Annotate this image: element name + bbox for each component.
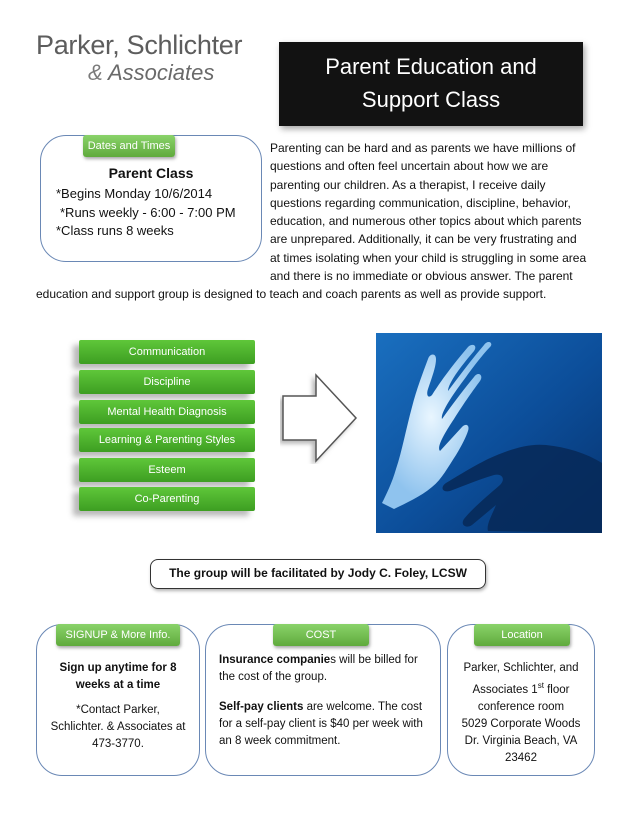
logo-ampersand: &: [88, 60, 103, 85]
topic-esteem: Esteem: [79, 458, 255, 482]
location-line-2-pre: Associates 1: [472, 683, 538, 696]
logo-name: Parker, Schlichter: [36, 30, 243, 60]
cost-insurance-bold: Insurance companie: [219, 654, 331, 666]
location-city: Dr. Virginia Beach, VA: [464, 735, 578, 747]
topic-discipline: Discipline: [79, 370, 255, 394]
location-zip: 23462: [505, 752, 537, 764]
intro-line: questions and often feel uncertain about how we are: [270, 159, 549, 174]
title-line-2: Support Class: [361, 87, 501, 112]
cost-insurance: [219, 652, 433, 686]
logo-associates: Associates: [102, 60, 215, 85]
location-room: [450, 660, 592, 716]
dates-line-duration: *Class runs 8 weeks: [56, 223, 174, 238]
intro-paragraph: [270, 139, 600, 285]
intro-paragraph-end: education and support group is designed to teach and coach parents as well as provide support.: [36, 287, 547, 301]
cost-self-pay-line-3: an 8 week commitment.: [219, 735, 341, 747]
dates-line-begins: *Begins Monday 10/6/2014: [56, 186, 213, 201]
signup-contact-line-2: Schlichter. & Associates at: [50, 721, 186, 733]
dates-heading: Parent Class: [108, 165, 194, 181]
location-address: [450, 716, 592, 767]
intro-line: at times isolating when your child is struggling in some area: [270, 250, 587, 265]
dates-tab: Dates and Times: [83, 135, 175, 157]
intro-line: and there is no immediate or obvious answer. The parent: [270, 269, 573, 284]
cost-insurance-line-2: the cost of the group.: [219, 671, 328, 683]
cost-self-pay-line-2: for a self-pay client is $40 per week with: [219, 718, 423, 730]
cost-self-pay-rest: are welcome. The cost: [303, 701, 423, 713]
signup-box: [36, 624, 200, 776]
cost-tab: COST: [273, 624, 369, 646]
cost-insurance-rest: s will be billed for: [330, 654, 418, 666]
signup-headline-line-1: Sign up anytime for 8: [59, 662, 177, 674]
signup-contact-line-1: *Contact Parker,: [76, 704, 160, 716]
intro-line: education, and numerous other topics about which parents: [270, 214, 582, 229]
cost-self-pay: [219, 699, 433, 750]
dates-line-weekly: *Runs weekly - 6:00 - 7:00 PM: [60, 205, 236, 220]
topic-communication: Communication: [79, 340, 255, 364]
intro-line: are unprepared. Additionally, it can be very frustrating and: [270, 232, 577, 247]
topic-learning-styles: Learning & Parenting Styles: [79, 428, 255, 452]
logo-tagline: [88, 60, 214, 86]
page-title: [279, 42, 583, 126]
intro-line: questions regarding communication, discipline, behavior,: [270, 195, 571, 210]
hands-image: [376, 333, 602, 533]
topic-co-parenting: Co-Parenting: [79, 487, 255, 511]
signup-contact-phone: 473-3770.: [92, 738, 144, 750]
location-line-1: Parker, Schlichter, and: [463, 662, 579, 674]
location-line-3: conference room: [477, 700, 565, 713]
intro-line: Parenting can be hard and as parents we have millions of: [270, 141, 576, 155]
location-tab: Location: [474, 624, 570, 646]
arrow-right-icon: [280, 372, 360, 464]
intro-line: parenting our children. As a therapist, I receive daily: [270, 177, 546, 192]
signup-tab: SIGNUP & More Info.: [56, 624, 180, 646]
signup-headline: [40, 660, 196, 694]
signup-headline-line-2: weeks at a time: [75, 679, 161, 691]
location-line-2-post: floor: [543, 683, 570, 696]
location-line-2-sup: st: [537, 681, 544, 690]
topic-mental-health: Mental Health Diagnosis: [79, 400, 255, 424]
facilitator-banner: The group will be facilitated by Jody C. Foley, LCSW: [150, 559, 486, 589]
location-line-2: [450, 677, 592, 699]
title-line-1: Parent Education and: [325, 54, 537, 79]
location-street: 5029 Corporate Woods: [461, 718, 581, 730]
signup-contact: [40, 702, 196, 753]
cost-self-pay-bold: Self-pay clients: [219, 701, 304, 713]
